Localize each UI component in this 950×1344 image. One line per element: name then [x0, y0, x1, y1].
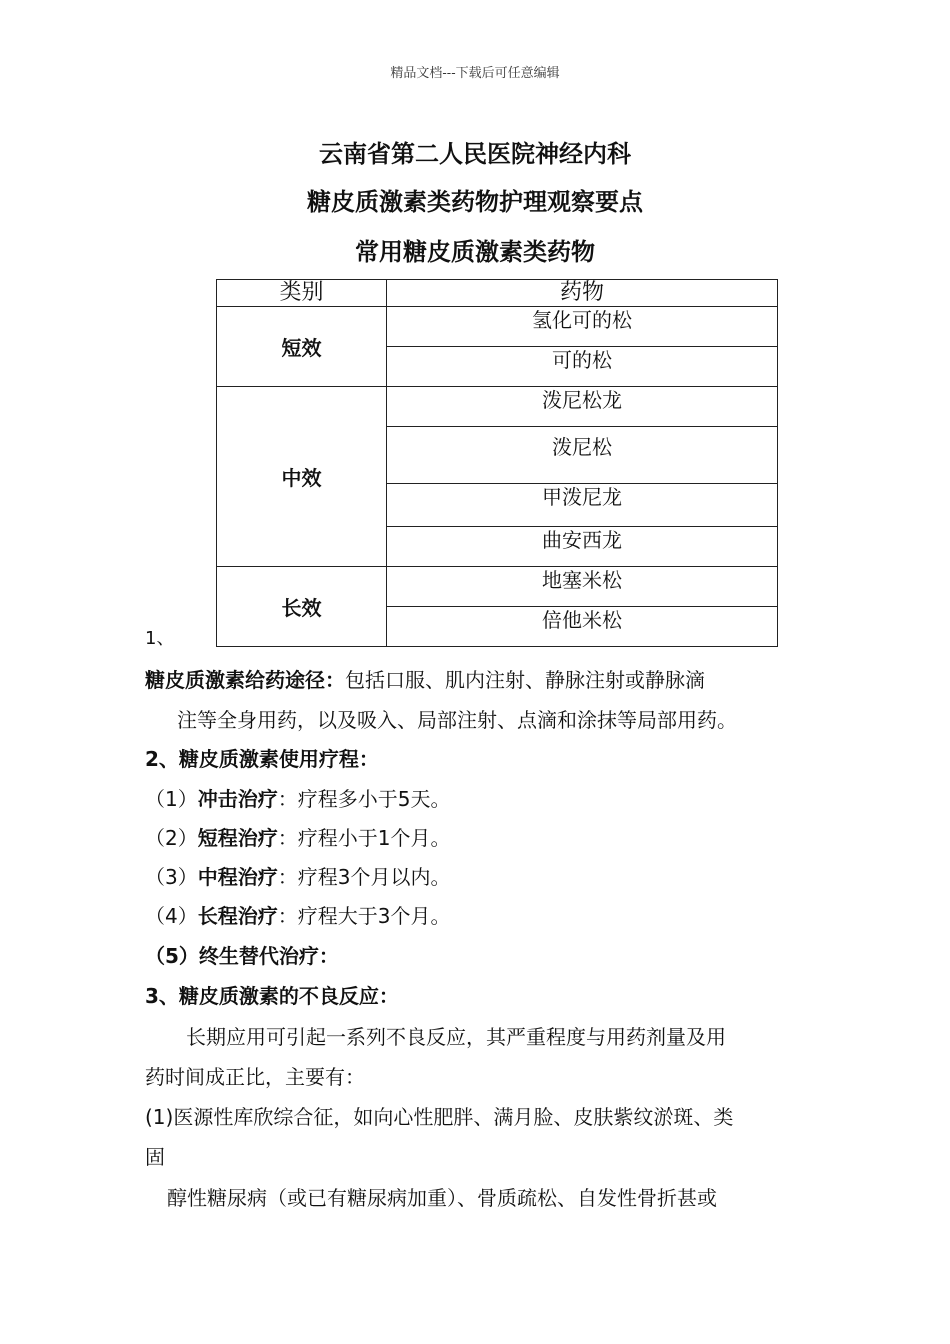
- item-desc: ：疗程多小于5天。: [277, 787, 451, 811]
- drug-cell: 倍他米松: [387, 607, 778, 647]
- document-title: 糖皮质激素类药物护理观察要点: [307, 188, 643, 216]
- table-row: [217, 307, 778, 347]
- item-term: 中程治疗: [197, 865, 278, 889]
- item-number: （3）: [145, 865, 198, 889]
- item-term: 短程治疗: [197, 826, 278, 850]
- item-term: 终生替代治疗：: [198, 944, 339, 968]
- item-number: 1、: [145, 628, 175, 649]
- item-term: 冲击治疗: [197, 787, 278, 811]
- section3-item-line: (1)医源性库欣综合征，如向心性肥胖、满月脸、皮肤紫纹淤斑、类: [145, 1105, 734, 1129]
- list-item: [145, 900, 450, 929]
- section3-item-line: 醇性糖尿病（或已有糖尿病加重）、骨质疏松、自发性骨折甚或: [167, 1186, 717, 1210]
- hospital-title: 云南省第二人民医院神经内科: [319, 140, 631, 168]
- drug-cell: 地塞米松: [387, 567, 778, 607]
- list-item: [145, 940, 339, 969]
- drug-table: [216, 279, 778, 647]
- header-category: 类别: [217, 280, 387, 307]
- item-desc: ：疗程大于3个月。: [277, 904, 451, 928]
- section1-heading: 糖皮质激素给药途径：: [145, 668, 345, 692]
- item-number: （1）: [145, 787, 198, 811]
- section1-line-a: [145, 664, 705, 693]
- section3-item-line: 固: [145, 1145, 165, 1169]
- page-header-note: 精品文档---下载后可任意编辑: [390, 66, 560, 81]
- section3-heading: 3、糖皮质激素的不良反应：: [145, 984, 399, 1008]
- section1-text-b: 注等全身用药，以及吸入、局部注射、点滴和涂抹等局部用药。: [177, 708, 737, 732]
- table-title: 常用糖皮质激素类药物: [355, 238, 595, 266]
- list-item: [145, 861, 450, 890]
- item-desc: ：疗程小于1个月。: [277, 826, 451, 850]
- section1-text-a: 包括口服、肌内注射、静脉注射或静脉滴: [345, 668, 705, 692]
- drug-cell: 甲泼尼龙: [387, 484, 778, 527]
- table-header-row: [217, 280, 778, 307]
- category-cell: 中效: [217, 387, 387, 567]
- list-item: [145, 822, 450, 851]
- drug-cell: 可的松: [387, 347, 778, 387]
- category-cell: 短效: [217, 307, 387, 387]
- section3-para-line: 长期应用可引起一系列不良反应，其严重程度与用药剂量及用: [186, 1025, 726, 1049]
- item-number: （2）: [145, 826, 198, 850]
- table-row: [217, 567, 778, 607]
- drug-cell: 曲安西龙: [387, 527, 778, 567]
- item-term: 长程治疗: [197, 904, 278, 928]
- category-cell: 长效: [217, 567, 387, 647]
- drug-cell: 泼尼松: [387, 427, 778, 484]
- drug-cell: 泼尼松龙: [387, 387, 778, 427]
- item-number: （5）: [145, 944, 199, 968]
- item-number: （4）: [145, 904, 198, 928]
- list-item: [145, 783, 450, 812]
- section3-para-line: 药时间成正比，主要有：: [145, 1065, 365, 1089]
- drug-cell: 氢化可的松: [387, 307, 778, 347]
- header-drug: 药物: [387, 280, 778, 307]
- table-row: [217, 387, 778, 427]
- item-desc: ：疗程3个月以内。: [277, 865, 451, 889]
- section2-heading: 2、糖皮质激素使用疗程：: [145, 747, 379, 771]
